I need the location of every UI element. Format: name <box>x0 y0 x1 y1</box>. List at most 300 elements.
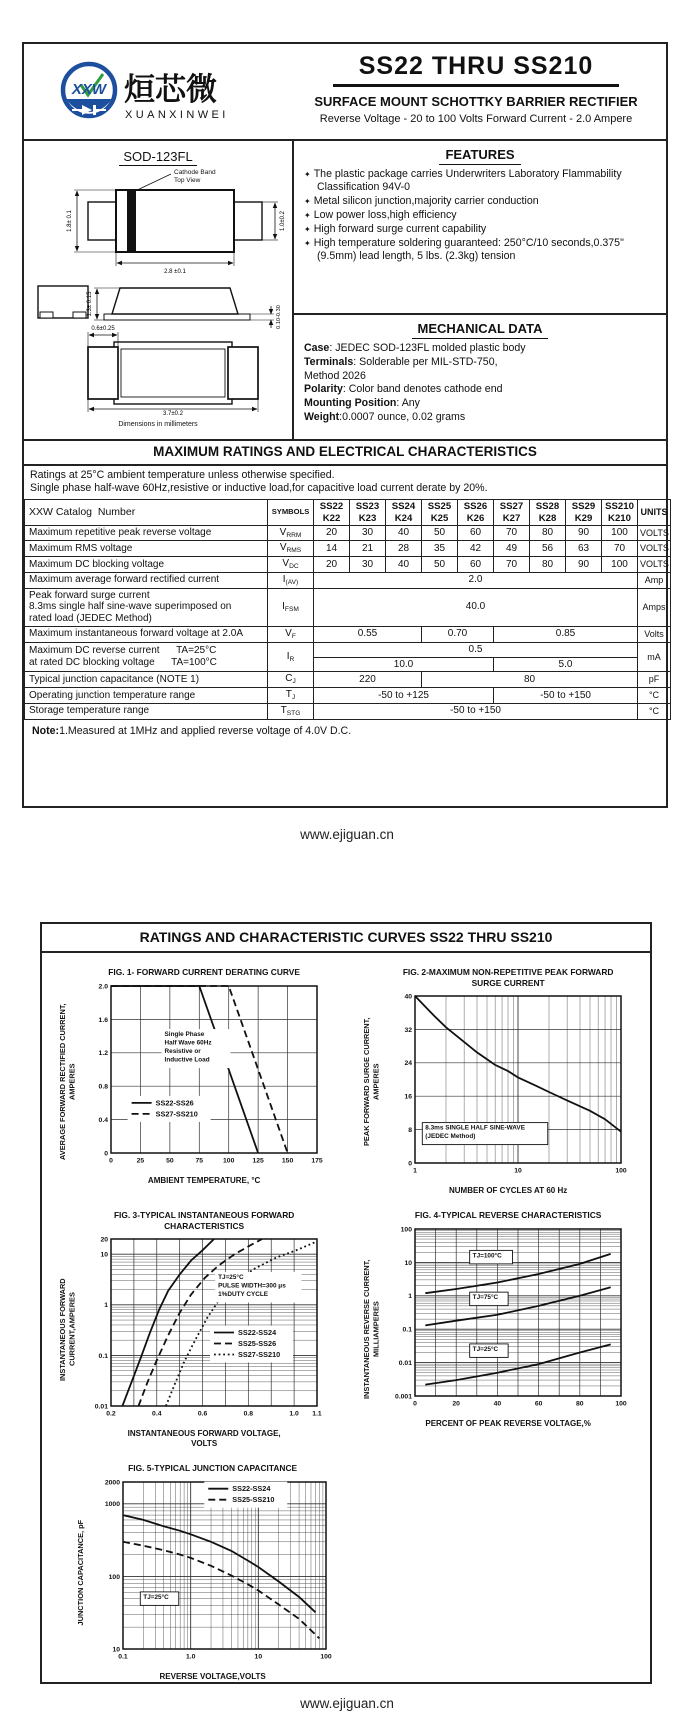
y-tick-label: 0.1 <box>98 1352 109 1360</box>
legend-label: SS22-SS24 <box>238 1328 277 1338</box>
value-cell: 49 <box>494 541 530 557</box>
datasheet-page-1 <box>22 42 668 808</box>
part-number-bottom: K25 <box>430 512 449 524</box>
row-unit: Amp <box>638 572 671 588</box>
value-cell: 100 <box>602 557 638 573</box>
value-cell: 70 <box>494 557 530 573</box>
datasheet-page-2 <box>40 922 652 1684</box>
x-axis-label: REVERSE VOLTAGE,VOLTS <box>159 1671 266 1681</box>
mechanical-data-line <box>304 342 656 356</box>
mechanical-value: : JEDEC SOD-123FL molded plastic body <box>329 342 526 354</box>
y-tick-label: 0.001 <box>395 1392 413 1400</box>
figure-5-junction-capacitance <box>76 1463 339 1682</box>
features-section <box>294 141 666 315</box>
dim-total-width: 3.7±0.2 <box>163 411 183 416</box>
row-symbol: $V_{RRM}$ <box>268 525 314 541</box>
x-axis-label: INSTANTANEOUS FORWARD VOLTAGE, VOLTS <box>127 1429 281 1448</box>
features-list <box>304 168 656 262</box>
table-header-row <box>25 500 671 525</box>
row-unit: Amps <box>638 588 671 626</box>
table-row <box>25 525 671 541</box>
value-cell: 28 <box>386 541 422 557</box>
value-cell: 40 <box>386 557 422 573</box>
logo-chinese-name: 烜芯微 <box>124 72 217 107</box>
value-cell: -50 to +150 <box>494 688 638 704</box>
value-cell: 0.85 <box>494 626 638 642</box>
x-tick-label: 100 <box>319 1653 332 1660</box>
x-tick-label: 60 <box>534 1400 543 1407</box>
figure-plot <box>87 1476 339 1666</box>
legend-label: SS25-SS210 <box>231 1494 275 1504</box>
bullet-arrow-icon: ✦ <box>304 238 311 248</box>
row-label: Operating junction temperature range <box>25 688 268 704</box>
feature-item <box>304 237 656 263</box>
y-tick-label: 0.01 <box>94 1403 109 1411</box>
part-number-bottom: K26 <box>466 512 485 524</box>
row-symbol: $V_{RMS}$ <box>268 541 314 557</box>
part-number-top: SS24 <box>391 501 416 513</box>
y-tick-label: 40 <box>404 993 413 1001</box>
package-drawing <box>24 164 292 416</box>
figure-body <box>382 967 634 1196</box>
feature-item <box>304 223 656 236</box>
figure-body <box>78 1210 330 1449</box>
col-header-part <box>566 500 602 525</box>
dim-side-height: 1.3± 0.15 <box>87 291 93 317</box>
x-tick-label: 100 <box>615 1400 627 1407</box>
y-tick-label: 24 <box>404 1060 413 1068</box>
mechanical-value: : Any <box>396 397 420 410</box>
figure-2-surge-current <box>362 967 634 1196</box>
legend-label: SS25-SS26 <box>238 1339 277 1349</box>
figure-plot <box>78 980 330 1170</box>
table-footnote: Note:1.Measured at 1MHz and applied reverse voltage of 4.0V D.C. <box>32 724 352 737</box>
x-tick-label: 0.2 <box>106 1410 116 1418</box>
y-tick-label: 0.4 <box>98 1116 109 1124</box>
y-tick-label: 8 <box>408 1127 413 1134</box>
value-cell: 220 <box>314 672 422 688</box>
y-axis-label: PEAK FORWARD SURGE CURRENT, AMPERES <box>361 1017 381 1146</box>
col-header-part <box>350 500 386 525</box>
y-tick-label: 0.8 <box>98 1083 109 1091</box>
figure-body <box>382 1210 634 1449</box>
x-tick-label: 1.1 <box>312 1410 322 1418</box>
value-cell: 70 <box>494 525 530 541</box>
value-cell: 20 <box>314 557 350 573</box>
value-cell: 63 <box>566 541 602 557</box>
figure-3-forward-characteristics <box>58 1210 330 1449</box>
y-tick-label: 100 <box>108 1573 120 1581</box>
y-tick-label: 100 <box>400 1225 413 1233</box>
feature-text: High forward surge current capability <box>313 222 487 235</box>
value-cell: 21 <box>350 541 386 557</box>
x-tick-label: 75 <box>195 1157 204 1164</box>
bullet-arrow-icon: ✦ <box>304 170 311 179</box>
legend-label: SS27-SS210 <box>238 1350 281 1360</box>
title-block <box>286 44 666 139</box>
table-row <box>25 688 671 704</box>
value-cell: 20 <box>314 525 350 541</box>
dim-lead-width: 1.0±0.2 <box>280 211 286 231</box>
y-tick-label: 1000 <box>104 1500 120 1508</box>
logo-graphic <box>58 58 270 124</box>
value-cell: 2.0 <box>314 572 638 588</box>
bottom-view-outline <box>114 342 232 404</box>
y-tick-label: 1 <box>104 1302 109 1310</box>
top-view-lead-left <box>88 202 116 240</box>
value-cell: -50 to +125 <box>314 688 494 704</box>
part-number-top: SS28 <box>535 501 560 513</box>
value-cell: 60 <box>458 525 494 541</box>
callout-cathode-band: Cathode Band <box>174 169 216 176</box>
x-tick-label: 80 <box>576 1400 584 1407</box>
value-cell: 90 <box>566 557 602 573</box>
part-number-top: SS22 <box>319 501 344 513</box>
x-tick-label: 50 <box>166 1157 174 1164</box>
x-tick-label: 0.6 <box>197 1410 208 1418</box>
col-header-catalog: XXW Catalog Number <box>25 500 268 525</box>
value-cell: 30 <box>350 525 386 541</box>
y-tick-label: 0 <box>408 1160 413 1168</box>
x-tick-label: 0 <box>109 1157 114 1164</box>
part-number-bottom: K23 <box>358 512 377 524</box>
x-tick-label: 100 <box>615 1167 627 1175</box>
feature-text: Low power loss,high efficiency <box>313 208 457 221</box>
value-cell: 80 <box>422 672 638 688</box>
row-symbol: $T_J$ <box>268 688 314 704</box>
value-cell: -50 to +150 <box>314 703 638 719</box>
value-cell: 56 <box>530 541 566 557</box>
y-tick-label: 1.2 <box>98 1049 109 1057</box>
legend-label: SS22-SS24 <box>231 1483 271 1493</box>
mechanical-value: : Color band denotes cathode end <box>342 383 503 396</box>
diode-bar <box>93 105 96 115</box>
mechanical-data-line <box>304 397 656 411</box>
annotation-text: Single Phase <box>164 1030 205 1038</box>
value-cell: 10.0 <box>314 657 494 672</box>
x-tick-label: 25 <box>136 1157 145 1164</box>
y-tick-label: 32 <box>404 1026 413 1034</box>
table-row <box>25 572 671 588</box>
y-tick-label: 0.1 <box>402 1326 413 1334</box>
ratings-summary: Reverse Voltage - 20 to 100 Volts Forward Current - 2.0 Ampere <box>319 113 633 125</box>
value-cell: 40 <box>386 525 422 541</box>
y-tick-label: 1 <box>408 1292 413 1300</box>
y-tick-label: 10 <box>112 1645 120 1653</box>
bottom-pad-left <box>88 347 118 399</box>
x-tick-label: 100 <box>223 1157 235 1164</box>
row-unit: °C <box>638 688 671 704</box>
figure-plot <box>382 990 634 1180</box>
col-header-part <box>422 500 458 525</box>
part-number-top: SS210 <box>605 501 634 513</box>
y-axis-label: INSTANTANEOUS REVERSE CURRENT, MILLIAMPERES <box>361 1259 381 1400</box>
series-SS22-SS26 <box>111 986 258 1153</box>
table-row <box>25 557 671 573</box>
dim-top-height: 1.8± 0.1 <box>67 210 73 232</box>
row-symbol: $C_J$ <box>268 672 314 688</box>
table-row <box>25 588 671 626</box>
table-row <box>25 672 671 688</box>
dim-standoff: 0.10-0.30 <box>276 305 282 329</box>
ratings-table-container <box>24 499 669 719</box>
x-tick-label: 125 <box>252 1157 264 1164</box>
feature-item <box>304 168 656 194</box>
y-tick-label: 2000 <box>104 1478 120 1486</box>
value-cell: 50 <box>422 557 458 573</box>
logo <box>24 44 286 139</box>
figure-body <box>87 1463 339 1682</box>
y-axis-label: AVERAGE FORWARD RECTIFIED CURRENT, AMPERES <box>57 1003 77 1160</box>
x-tick-label: 1 <box>413 1167 418 1175</box>
package-drawing-section <box>24 141 294 439</box>
row-symbol: $I_{FSM}$ <box>268 588 314 626</box>
table-row <box>25 626 671 642</box>
x-tick-label: 40 <box>493 1400 502 1407</box>
annotation-text: TJ=25°C <box>142 1593 169 1601</box>
mechanical-label: Case <box>304 342 330 354</box>
figure-title: FIG. 2-MAXIMUM NON-REPETITIVE PEAK FORWARD SURGE CURRENT <box>402 967 614 988</box>
row-symbol: $I_R$ <box>268 642 314 672</box>
value-cell: 0.55 <box>314 626 422 642</box>
row-unit: °C <box>638 703 671 719</box>
annotation-text: Resistive or <box>164 1047 201 1055</box>
ratings-conditions <box>24 466 666 499</box>
side-view-leadframe <box>104 314 250 320</box>
figure-title: FIG. 1- FORWARD CURRENT DERATING CURVE <box>108 967 300 977</box>
figure-body <box>78 967 330 1196</box>
feature-text: High temperature soldering guaranteed: 250°C/10 seconds,0.375"(9.5mm) lead length, 5 lbs. (2.3kg) tension <box>313 236 624 262</box>
figure-title: FIG. 4-TYPICAL REVERSE CHARACTERISTICS <box>414 1210 602 1220</box>
value-cell: 0.5 <box>314 642 638 657</box>
row-symbol: $I_{(AV)}$ <box>268 572 314 588</box>
curves-page-title: RATINGS AND CHARACTERISTIC CURVES SS22 THRU SS210 <box>42 924 650 953</box>
row-label: Maximum average forward rectified current <box>25 572 268 588</box>
value-cell: 50 <box>422 525 458 541</box>
feature-item <box>304 195 656 208</box>
mechanical-data-section <box>294 315 666 439</box>
col-header-part <box>602 500 638 525</box>
mechanical-label: Polarity <box>304 383 343 396</box>
x-axis-label: PERCENT OF PEAK REVERSE VOLTAGE,% <box>425 1418 591 1428</box>
row-unit: mA <box>638 642 671 672</box>
feature-text: The plastic package carries Underwriters Laboratory Flammability Classification 94V-0 <box>313 168 622 193</box>
bottom-pad-right <box>228 347 258 399</box>
y-axis-label: JUNCTION CAPACITANCE, pF <box>76 1519 85 1626</box>
header <box>24 44 666 141</box>
ratings-condition-2: Single phase half-wave 60Hz,resistive or inductive load,for capacitive load current derate by 20%. <box>30 482 488 495</box>
mechanical-data-line <box>304 411 656 425</box>
value-cell: 80 <box>530 557 566 573</box>
row-symbol: $V_F$ <box>268 626 314 642</box>
figure-4-reverse-characteristics <box>362 1210 634 1449</box>
ratings-condition-1: Ratings at 25°C ambient temperature unless otherwise specified. <box>30 469 335 481</box>
device-description: SURFACE MOUNT SCHOTTKY BARRIER RECTIFIER <box>314 94 638 109</box>
mechanical-data-title: MECHANICAL DATA <box>304 321 656 336</box>
table-row <box>25 642 671 657</box>
y-tick-label: 16 <box>404 1093 413 1101</box>
max-ratings-banner: MAXIMUM RATINGS AND ELECTRICAL CHARACTERISTICS <box>24 441 666 466</box>
bullet-arrow-icon: ✦ <box>304 224 311 234</box>
y-axis-label: INSTANTANEOUS FORWARD CURRENT,AMPERES <box>57 1278 77 1381</box>
x-tick-label: 10 <box>514 1167 522 1175</box>
part-number-bottom: K28 <box>538 512 557 524</box>
col-header-part <box>530 500 566 525</box>
value-cell: 40.0 <box>314 588 638 626</box>
figure-plot <box>78 1233 330 1423</box>
logo-xxw-text: XXW <box>71 81 107 98</box>
value-cell: 35 <box>422 541 458 557</box>
mechanical-value: :0.0007 ounce, 0.02 grams <box>339 410 466 423</box>
logo-english-name: XUANXINWEI <box>125 109 229 121</box>
part-number-top: SS23 <box>355 501 380 513</box>
annotation-text: 1%DUTY CYCLE <box>218 1291 269 1299</box>
row-label: Maximum instantaneous forward voltage at 2.0A <box>25 626 268 642</box>
dim-body-width: 2.8 ±0.1 <box>164 269 186 275</box>
value-cell: 100 <box>602 525 638 541</box>
table-row <box>25 541 671 557</box>
callout-top-view: Top View <box>174 177 201 184</box>
value-cell: 42 <box>458 541 494 557</box>
legend-label: SS22-SS26 <box>155 1097 194 1107</box>
annotation-text: TJ=25°C <box>472 1345 499 1353</box>
mechanical-data-line <box>304 356 656 370</box>
mechanical-value: : Solderable per MIL-STD-750, <box>353 355 498 368</box>
dim-pad: 0.6±0.25 <box>91 326 115 332</box>
col-header-part <box>494 500 530 525</box>
row-unit: VOLTS <box>638 541 671 557</box>
x-axis-label: NUMBER OF CYCLES AT 60 Hz <box>449 1186 568 1195</box>
x-tick-label: 0.8 <box>243 1410 254 1418</box>
row-label: Maximum RMS voltage <box>25 541 268 557</box>
row-symbol: $V_{DC}$ <box>268 557 314 573</box>
side-view-body <box>112 288 238 314</box>
part-number-top: SS25 <box>427 501 452 513</box>
row-label: Maximum DC blocking voltage <box>25 557 268 573</box>
ratings-table <box>24 499 671 719</box>
annotation-text: TJ=25°C <box>218 1274 244 1282</box>
annotation-text: TJ=75°C <box>472 1293 499 1301</box>
value-cell: 14 <box>314 541 350 557</box>
value-cell: 80 <box>530 525 566 541</box>
row-unit: VOLTS <box>638 525 671 541</box>
row-label: Maximum DC reverse current TA=25°C at rated DC blocking voltage TA=100°C <box>25 642 268 672</box>
row-unit: VOLTS <box>638 557 671 573</box>
bullet-arrow-icon: ✦ <box>304 196 311 206</box>
y-tick-label: 0 <box>104 1149 109 1157</box>
part-number-bottom: K22 <box>322 512 341 524</box>
value-cell: 90 <box>566 525 602 541</box>
part-number-top: SS26 <box>463 501 488 513</box>
col-header-units: UNITS <box>638 500 671 525</box>
part-number-title: SS22 THRU SS210 <box>333 52 620 87</box>
part-number-top: SS29 <box>571 501 596 513</box>
plot-border <box>111 986 317 1153</box>
col-header-part <box>314 500 350 525</box>
figure-title: FIG. 3-TYPICAL INSTANTANEOUS FORWARD CHARACTERISTICS <box>113 1210 295 1231</box>
table-row <box>25 703 671 719</box>
figure-1-derating-curve <box>58 967 330 1196</box>
x-tick-label: 150 <box>282 1157 294 1164</box>
annotation-text: 8.3ms SINGLE HALF SINE-WAVE <box>425 1124 526 1132</box>
part-number-bottom: K24 <box>394 512 413 524</box>
y-tick-label: 20 <box>100 1236 109 1244</box>
y-tick-label: 1.6 <box>98 1016 109 1024</box>
row-unit: pF <box>638 672 671 688</box>
annotation-text: PULSE WIDTH=300 μs <box>218 1282 286 1290</box>
value-cell: 30 <box>350 557 386 573</box>
col-header-part <box>458 500 494 525</box>
top-view-lead-right <box>234 202 262 240</box>
value-cell: 0.70 <box>422 626 494 642</box>
x-tick-label: 0 <box>413 1400 418 1407</box>
mechanical-data-line <box>304 370 656 384</box>
value-cell: 70 <box>602 541 638 557</box>
x-tick-label: 1.0 <box>289 1410 299 1418</box>
annotation-text: Inductive Load <box>164 1056 210 1064</box>
mechanical-value: Method 2026 <box>304 369 366 382</box>
part-number-bottom: K29 <box>574 512 593 524</box>
annotation-text: (JEDEC Method) <box>425 1133 476 1141</box>
col-header-symbols: SYMBOLS <box>268 500 314 525</box>
part-number-top: SS27 <box>499 501 524 513</box>
x-axis-label: AMBIENT TEMPERATURE, °C <box>147 1175 261 1185</box>
series-SS22-SS24 <box>123 1239 215 1406</box>
part-number-bottom: K27 <box>502 512 521 524</box>
mechanical-data-line <box>304 383 656 397</box>
x-tick-label: 0.1 <box>117 1653 128 1660</box>
x-tick-label: 10 <box>254 1653 262 1660</box>
row-symbol: $T_{STG}$ <box>268 703 314 719</box>
plot-border <box>111 1239 317 1406</box>
mechanical-label: Weight <box>304 410 340 423</box>
y-tick-label: 0.01 <box>398 1359 413 1367</box>
value-cell: 60 <box>458 557 494 573</box>
row-label: Peak forward surge current 8.3ms single half sine-wave superimposed on rated load (JEDEC Method) <box>25 588 268 626</box>
x-tick-label: 1.0 <box>185 1653 196 1660</box>
mechanical-data-list <box>304 342 656 425</box>
col-header-part <box>386 500 422 525</box>
dimensions-note: Dimensions in millimeters <box>118 421 198 428</box>
row-label: Storage temperature range <box>25 703 268 719</box>
legend-label: SS27-SS210 <box>155 1108 198 1118</box>
x-tick-label: 20 <box>452 1400 461 1407</box>
y-tick-label: 10 <box>100 1251 109 1259</box>
package-name: SOD-123FL <box>24 149 292 164</box>
value-cell: 5.0 <box>494 657 638 672</box>
feature-item <box>304 209 656 222</box>
cathode-band <box>127 191 136 251</box>
bullet-arrow-icon: ✦ <box>304 210 311 220</box>
figure-title: FIG. 5-TYPICAL JUNCTION CAPACITANCE <box>128 1463 298 1473</box>
feature-text: Metal silicon junction,majority carrier conduction <box>313 194 539 207</box>
features-title: FEATURES <box>304 147 656 162</box>
row-label: Maximum repetitive peak reverse voltage <box>25 525 268 541</box>
x-tick-label: 175 <box>311 1157 323 1164</box>
annotation-text: Half Wave 60Hz <box>164 1039 212 1047</box>
row-label: Typical junction capacitance (NOTE 1) <box>25 672 268 688</box>
website-footer-2: www.ejiguan.cn <box>300 1696 394 1711</box>
y-tick-label: 10 <box>404 1259 413 1267</box>
mechanical-label: Terminals <box>304 355 354 368</box>
y-tick-label: 2.0 <box>98 982 109 990</box>
annotation-text: TJ=100°C <box>472 1251 502 1259</box>
part-number-bottom: K210 <box>608 512 631 524</box>
x-tick-label: 0.4 <box>152 1410 162 1418</box>
mechanical-label: Mounting Position <box>304 397 397 410</box>
website-footer-1: www.ejiguan.cn <box>300 827 394 842</box>
figure-plot <box>382 1223 634 1413</box>
